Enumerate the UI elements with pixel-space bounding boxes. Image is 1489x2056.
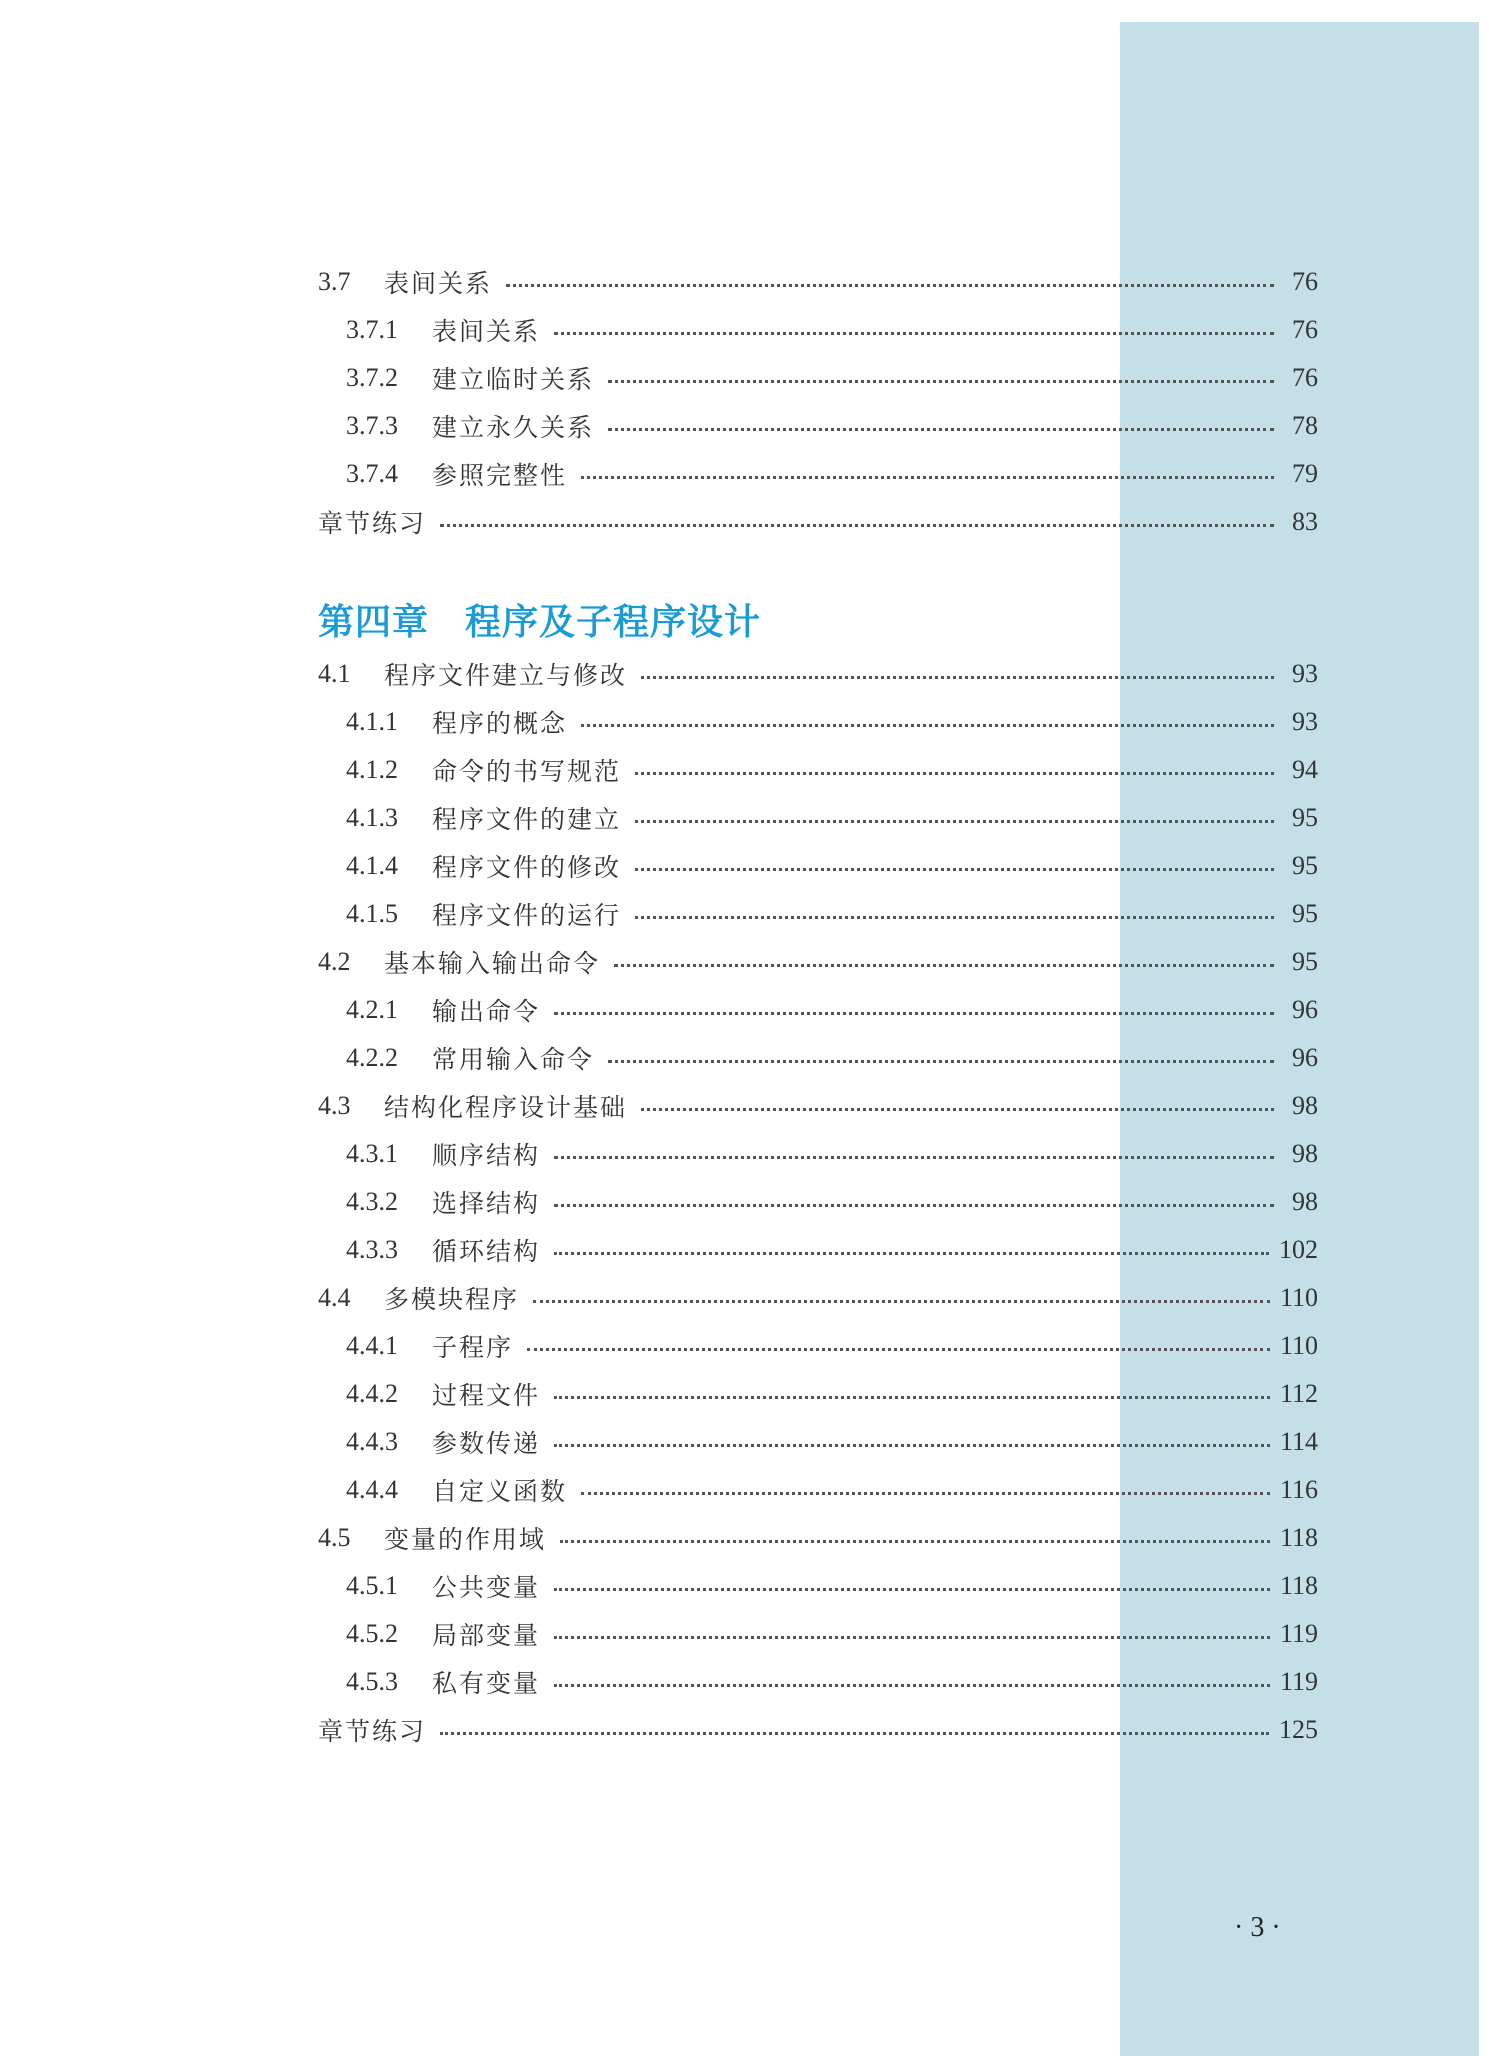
toc-entry-page: 76 [1292, 363, 1318, 392]
toc-entry-page: 96 [1292, 1043, 1318, 1072]
dot-leader [554, 1444, 1270, 1447]
dot-leader [641, 1108, 1274, 1111]
toc-entry-number: 4.2.1 [346, 995, 398, 1024]
toc-entry-page: 102 [1279, 1235, 1318, 1264]
dot-leader [635, 820, 1274, 823]
dot-leader [614, 964, 1274, 967]
toc-entry-page: 110 [1279, 1331, 1318, 1360]
toc-entry-title: 程序文件的修改 [432, 853, 622, 882]
dot-leader [527, 1348, 1270, 1351]
dot-leader [554, 1156, 1274, 1159]
toc-entry-exercises[interactable] [318, 502, 1318, 542]
toc-entry-number: 4.1.3 [346, 803, 398, 832]
toc-entry-title: 表间关系 [432, 317, 541, 346]
toc-entry-title: 命令的书写规范 [432, 757, 622, 786]
toc-entry-number: 3.7 [318, 267, 351, 296]
dot-leader [554, 1252, 1269, 1255]
toc-entry-title: 参数传递 [432, 1429, 541, 1458]
toc-entry-number: 4.1.4 [346, 851, 398, 880]
toc-entry-number: 4.4.4 [346, 1475, 398, 1504]
toc-entry-page: 95 [1292, 851, 1318, 880]
toc-entry[interactable] [346, 894, 1318, 934]
toc-entry-title: 参照完整性 [432, 461, 568, 490]
toc-entry-page: 119 [1279, 1667, 1318, 1696]
dot-leader [581, 1492, 1270, 1495]
toc-entry-page: 76 [1292, 315, 1318, 344]
toc-entry-title: 建立临时关系 [432, 365, 595, 394]
toc-entry-title: 子程序 [432, 1333, 514, 1362]
toc-entry[interactable] [346, 798, 1318, 838]
toc-entry-page: 83 [1292, 507, 1318, 536]
toc-entry-exercises[interactable] [318, 1710, 1318, 1750]
toc-entry-title: 程序文件的运行 [432, 901, 622, 930]
toc-entry-page: 118 [1279, 1571, 1318, 1600]
toc-entry[interactable] [346, 702, 1318, 742]
toc-entry[interactable] [346, 1230, 1318, 1270]
toc-entry-number: 3.7.1 [346, 315, 398, 344]
toc-entry-title: 私有变量 [432, 1669, 541, 1698]
dot-leader [581, 476, 1274, 479]
toc-entry-number: 4.4 [318, 1283, 351, 1312]
toc-entry[interactable] [346, 358, 1318, 398]
toc-entry-page: 96 [1292, 995, 1318, 1024]
toc-entry-number: 4.3.1 [346, 1139, 398, 1168]
toc-entry-page: 125 [1279, 1715, 1318, 1744]
toc-entry[interactable] [346, 454, 1318, 494]
toc-entry-page: 98 [1292, 1187, 1318, 1216]
dot-leader [608, 380, 1274, 383]
dot-leader [554, 332, 1274, 335]
toc-entry-page: 118 [1279, 1523, 1318, 1552]
toc-entry[interactable] [318, 1086, 1318, 1126]
toc-entry-number: 3.7.3 [346, 411, 398, 440]
toc-entry-title: 过程文件 [432, 1381, 541, 1410]
toc-entry-number: 3.7.4 [346, 459, 398, 488]
dot-leader [554, 1396, 1270, 1399]
toc-entry[interactable] [318, 654, 1318, 694]
toc-entry-page: 95 [1292, 947, 1318, 976]
toc-entry-title: 常用输入命令 [432, 1045, 595, 1074]
toc-entry-number: 4.1 [318, 659, 351, 688]
toc-entry-number: 4.5.2 [346, 1619, 398, 1648]
toc-entry-number: 4.3.2 [346, 1187, 398, 1216]
dot-leader [554, 1012, 1274, 1015]
toc-entry[interactable] [318, 1518, 1318, 1558]
dot-leader [533, 1300, 1270, 1303]
toc-entry[interactable] [346, 990, 1318, 1030]
dot-leader [506, 284, 1274, 287]
toc-entry[interactable] [346, 406, 1318, 446]
dot-leader [440, 524, 1274, 527]
toc-entry-page: 98 [1292, 1139, 1318, 1168]
dot-leader [560, 1540, 1270, 1543]
toc-entry-number: 4.2 [318, 947, 351, 976]
toc-entry[interactable] [318, 262, 1318, 302]
toc-entry-title: 程序文件建立与修改 [384, 661, 628, 690]
toc-entry-number: 4.1.2 [346, 755, 398, 784]
toc-entry-number: 4.4.1 [346, 1331, 398, 1360]
toc-entry-number: 4.2.2 [346, 1043, 398, 1072]
toc-entry[interactable] [346, 846, 1318, 886]
toc-entry-page: 93 [1292, 707, 1318, 736]
toc-entry-page: 114 [1279, 1427, 1318, 1456]
chapter-label: 第四章 [318, 602, 430, 643]
toc-entry[interactable] [346, 310, 1318, 350]
toc-entry[interactable] [346, 1182, 1318, 1222]
toc-entry-page: 93 [1292, 659, 1318, 688]
toc-entry-number: 4.3 [318, 1091, 351, 1120]
toc-entry[interactable] [318, 942, 1318, 982]
toc-entry-title: 局部变量 [432, 1621, 541, 1650]
dot-leader [440, 1732, 1269, 1735]
toc-entry-page: 95 [1292, 803, 1318, 832]
toc-entry[interactable] [346, 1662, 1318, 1702]
toc-entry-title: 章节练习 [318, 509, 427, 538]
toc-entry-page: 79 [1292, 459, 1318, 488]
toc-entry-title: 顺序结构 [432, 1141, 541, 1170]
toc-entry-title: 建立永久关系 [432, 413, 595, 442]
dot-leader [635, 916, 1274, 919]
toc-entry-page: 94 [1292, 755, 1318, 784]
toc-entry-number: 4.3.3 [346, 1235, 398, 1264]
toc-entry-number: 4.4.3 [346, 1427, 398, 1456]
toc-entry[interactable] [346, 1566, 1318, 1606]
toc-entry-number: 4.1.5 [346, 899, 398, 928]
toc-entry-number: 4.1.1 [346, 707, 398, 736]
toc-entry-page: 78 [1292, 411, 1318, 440]
toc-entry[interactable] [346, 1038, 1318, 1078]
toc-entry-page: 112 [1279, 1379, 1318, 1408]
toc-entry-title: 程序的概念 [432, 709, 568, 738]
toc-entry-title: 选择结构 [432, 1189, 541, 1218]
dot-leader [554, 1684, 1270, 1687]
toc-entry-title: 结构化程序设计基础 [384, 1093, 628, 1122]
toc-entry[interactable] [346, 1374, 1318, 1414]
dot-leader [554, 1204, 1274, 1207]
toc-entry[interactable] [346, 750, 1318, 790]
toc-entry-page: 76 [1292, 267, 1318, 296]
toc-entry-title: 章节练习 [318, 1717, 427, 1746]
dot-leader [608, 1060, 1274, 1063]
chapter-heading[interactable] [318, 594, 761, 650]
toc-entry-number: 3.7.2 [346, 363, 398, 392]
toc-entry[interactable] [346, 1614, 1318, 1654]
toc-entry-number: 4.5.3 [346, 1667, 398, 1696]
toc-entry-page: 116 [1279, 1475, 1318, 1504]
toc-entry-title: 自定义函数 [432, 1477, 568, 1506]
toc-entry[interactable] [346, 1470, 1318, 1510]
toc-entry-title: 基本输入输出命令 [384, 949, 601, 978]
dot-leader [635, 868, 1274, 871]
toc-entry-title: 输出命令 [432, 997, 541, 1026]
toc-entry-number: 4.4.2 [346, 1379, 398, 1408]
toc-entry-title: 程序文件的建立 [432, 805, 622, 834]
toc-entry-page: 119 [1279, 1619, 1318, 1648]
toc-entry-title: 公共变量 [432, 1573, 541, 1602]
toc-entry-page: 98 [1292, 1091, 1318, 1120]
toc-entry-title: 多模块程序 [384, 1285, 520, 1314]
dot-leader [635, 772, 1274, 775]
toc-entry[interactable] [346, 1134, 1318, 1174]
dot-leader [554, 1588, 1270, 1591]
toc-entry-title: 循环结构 [432, 1237, 541, 1266]
toc-entry-title: 变量的作用域 [384, 1525, 547, 1554]
toc-entry-title: 表间关系 [384, 269, 493, 298]
dot-leader [554, 1636, 1270, 1639]
toc-entry-number: 4.5.1 [346, 1571, 398, 1600]
toc-entry[interactable] [346, 1326, 1318, 1366]
chapter-title: 程序及子程序设计 [465, 602, 762, 643]
toc-entry[interactable] [346, 1422, 1318, 1462]
page-number: · 3 · [1234, 1912, 1281, 1943]
dot-leader [641, 676, 1274, 679]
toc-entry-number: 4.5 [318, 1523, 351, 1552]
toc-entry-page: 95 [1292, 899, 1318, 928]
toc-entry-page: 110 [1279, 1283, 1318, 1312]
dot-leader [608, 428, 1274, 431]
dot-leader [581, 724, 1274, 727]
toc-entry[interactable] [318, 1278, 1318, 1318]
